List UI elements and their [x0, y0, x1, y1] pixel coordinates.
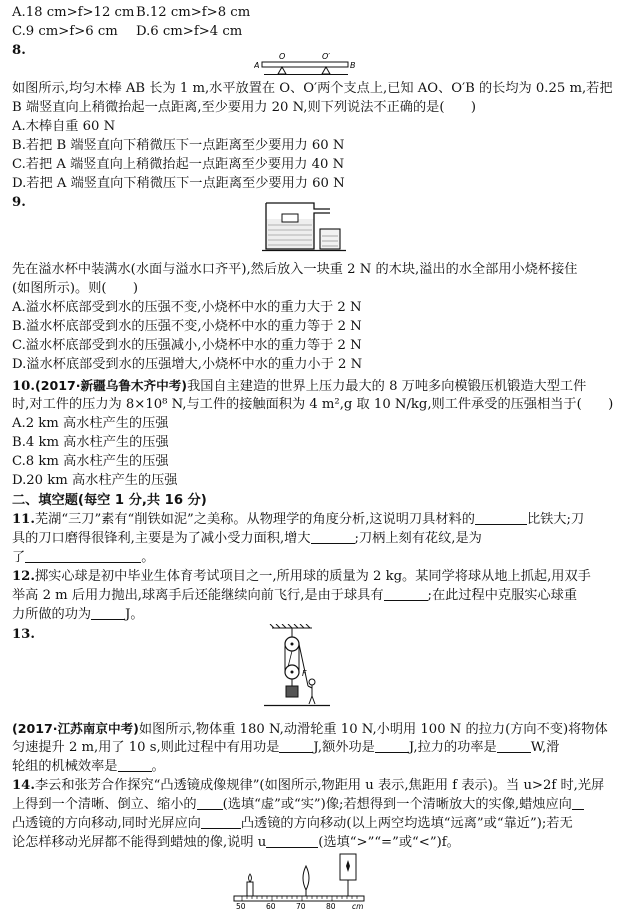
q13-line3: 轮组的机械效率是 。: [12, 759, 165, 774]
q8-label-o: O: [279, 52, 286, 61]
q8-label-a: A: [254, 61, 260, 70]
q8-option-b[interactable]: B.若把 B 端竖直向下稍微压下一点距离至少要用力 60 N: [12, 138, 345, 153]
q9-option-c[interactable]: C.溢水杯底部受到水的压强减小,小烧杯中水的重力等于 2 N: [12, 338, 362, 353]
q14-blank-4[interactable]: [266, 833, 318, 848]
q11-blank-2[interactable]: [311, 529, 355, 544]
q14-ruler-unit: cm: [352, 902, 364, 910]
q7-option-c[interactable]: C.9 cm>f>6 cm: [12, 24, 118, 39]
q13-blank-3[interactable]: [497, 738, 531, 753]
q11-blank-3[interactable]: [25, 548, 141, 563]
q9-stem-line1: 先在溢水杯中装满水(水面与溢水口齐平),然后放入一块重 2 N 的木块,溢出的水全部用小烧杯接住: [12, 262, 578, 277]
q13-line1: (2017·江苏南京中考)如图所示,物体重 180 N,动滑轮重 10 N,小明用 100 N 的拉力(方向不变)将物体: [12, 721, 608, 737]
q14-line4: 论怎样移动光屏都不能得到蜡烛的像,说明 u (选填“>”“=”或“<”)f。: [12, 835, 460, 850]
q8-label-o-prime: O′: [322, 52, 331, 61]
q14-ruler-label-80: 80: [326, 902, 336, 910]
q14-ruler-label-60: 60: [266, 902, 276, 910]
q8-number: 8.: [12, 43, 26, 58]
q13-pulley-figure: [264, 624, 340, 714]
q9-number: 9.: [12, 195, 26, 210]
q9-overflow-cup-figure: [262, 199, 348, 254]
q10-option-c[interactable]: C.8 km 高水柱产生的压强: [12, 454, 169, 469]
q14-ruler-label-70: 70: [296, 902, 306, 910]
q10-stem-line2: 时,对工件的压力为 8×10⁸ N,与工件的接触面积为 4 m²,g 取 10 N/kg,则工件承受的压强相当于( ): [12, 397, 614, 412]
q13-blank-4[interactable]: [118, 757, 152, 772]
q8-stem-line1: 如图所示,均匀木棒 AB 长为 1 m,水平放置在 O、O′两个支点上,已知 AO、O′B 的长均为 0.25 m,若把: [12, 81, 613, 96]
q11-line2: 具的刀口磨得很锋利,主要是为了减小受力面积,增大 ;刀柄上刻有花纹,是为: [12, 531, 482, 546]
q13-label-f: F: [302, 669, 307, 678]
q13-line2: 匀速提升 2 m,用了 10 s,则此过程中有用功是 J,额外功是 J,拉力的功率是 W,滑: [12, 740, 560, 755]
q13-source: (2017·江苏南京中考): [12, 721, 139, 736]
q12-blank-1[interactable]: [384, 586, 428, 601]
q14-line2: 上得到一个清晰、倒立、缩小的 (选填“虚”或“实”)像;若想得到一个清晰放大的实像,蜡烛应向: [12, 795, 628, 814]
q10-source: (2017·新疆乌鲁木齐中考): [34, 378, 188, 393]
q11-line1: 11.芜湖“三刀”素有“削铁如泥”之美称。从物理学的角度分析,这说明刀具材料的 比铁大;刀: [12, 512, 585, 527]
q12-line3: 力所做的功为 J。: [12, 607, 144, 622]
q7-option-a[interactable]: A.18 cm>f>12 cm: [12, 5, 135, 20]
q14-line1: 14.李云和张芳合作探究“凸透镜成像规律”(如图所示,物距用 u 表示,焦距用 f 表示)。当 u>2f 时,光屏: [12, 778, 605, 793]
q7-option-b[interactable]: B.12 cm>f>8 cm: [136, 5, 251, 20]
q14-optical-bench-figure: [232, 852, 376, 910]
q9-option-a[interactable]: A.溢水杯底部受到水的压强不变,小烧杯中水的重力大于 2 N: [12, 300, 362, 315]
q12-blank-2[interactable]: [91, 605, 125, 620]
section-fill-in-blank-heading: 二、填空题(每空 1 分,共 16 分): [12, 493, 207, 508]
q14-blank-1[interactable]: [197, 795, 223, 810]
q13-blank-1[interactable]: [279, 738, 313, 753]
q14-blank-2[interactable]: [572, 795, 584, 810]
q9-stem-line2: (如图所示)。则( ): [12, 281, 139, 296]
q11-line3: 了 。: [12, 550, 155, 565]
q8-label-b: B: [350, 61, 356, 70]
q12-line2: 举高 2 m 后用力抛出,球离手后还能继续向前飞行,是由于球具有 ;在此过程中克服实心球重: [12, 588, 578, 603]
q10-option-d[interactable]: D.20 km 高水柱产生的压强: [12, 473, 178, 488]
q7-option-d[interactable]: D.6 cm>f>4 cm: [136, 24, 243, 39]
q11-blank-1[interactable]: [475, 510, 527, 525]
q14-blank-3[interactable]: [201, 814, 241, 829]
q13-blank-2[interactable]: [375, 738, 409, 753]
q8-stem-line2: B 端竖直向上稍微抬起一点距离,至少要用力 20 N,则下列说法不正确的是( ): [12, 100, 477, 115]
q14-line3: 凸透镜的方向移动,同时光屏应向 凸透镜的方向移动(以上两空均选填“远离”或“靠近”);若无: [12, 816, 573, 831]
q8-option-d[interactable]: D.若把 A 端竖直向下稍微压下一点距离至少要用力 60 N: [12, 176, 345, 191]
q8-lever-figure: [254, 50, 358, 76]
q14-ruler-label-50: 50: [236, 902, 246, 910]
q8-option-a[interactable]: A.木棒自重 60 N: [12, 119, 116, 134]
q9-option-d[interactable]: D.溢水杯底部受到水的压强增大,小烧杯中水的重力小于 2 N: [12, 357, 363, 372]
q10-option-a[interactable]: A.2 km 高水柱产生的压强: [12, 416, 169, 431]
q10-stem-line1: 10.(2017·新疆乌鲁木齐中考)我国自主建造的世界上压力最大的 8 万吨多向模锻压机锻造大型工件: [12, 378, 587, 394]
q10-option-b[interactable]: B.4 km 高水柱产生的压强: [12, 435, 169, 450]
q12-line1: 12.掷实心球是初中毕业生体育考试项目之一,所用球的质量为 2 kg。某同学将球从地上抓起,用双手: [12, 569, 591, 584]
q9-option-b[interactable]: B.溢水杯底部受到水的压强不变,小烧杯中水的重力等于 2 N: [12, 319, 362, 334]
q8-option-c[interactable]: C.若把 A 端竖直向上稍微抬起一点距离至少要用力 40 N: [12, 157, 345, 172]
q13-number: 13.: [12, 627, 35, 642]
